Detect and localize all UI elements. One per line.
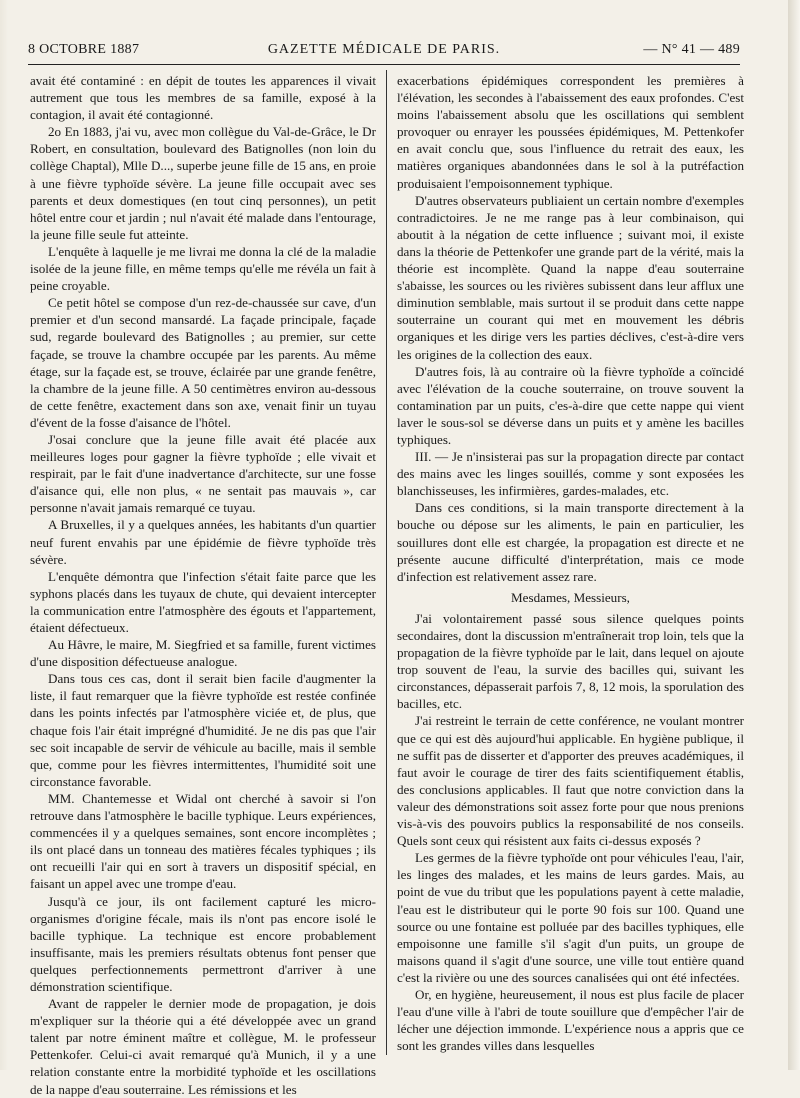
header-date: 8 OCTOBRE 1887 (28, 42, 140, 57)
paragraph: avait été contaminé : en dépit de toutes les apparences il vivait autrement que tous les membres de sa famille, exposé à la contagion, il avait été contagionné. (30, 73, 376, 123)
paragraph: Dans ces conditions, si la main transporte directement à la bouche ou dépose sur les aliments, le pain en particulier, les souillures dont elle est chargée, la propagation est directe et ne présente aucune difficulté d'interprétation, mais ce mode d'infection est relativement assez rare. (397, 500, 744, 584)
paragraph: Avant de rappeler le dernier mode de propagation, je dois m'expliquer sur la théorie qui a été développée avec un grand talent par notre éminent maître et collègue, M. le professeur Pettenkofer. Celui-ci avait remarqué qu'à Munich, il y a une relation constante entre la morbidité typhoïde et les oscillations de la nappe d'eau souterraine. Les rémissions et les (30, 996, 376, 1097)
paragraph: J'ai restreint le terrain de cette conférence, ne voulant montrer que ce qui est dès aujourd'hui applicable. En hygiène publique, il ne suffit pas de disserter et d'apporter des preuves académiques, il faut avoir le courage de tirer des faits scientifiquement établis, des conclusions applicables. Il faut que notre conviction dans la valeur des démonstrations soit assez forte pour que nous prenions vis-à-vis des pouvoirs publics la responsabilité de nos conseils. Quels sont ceux qui résistent aux faits ci-dessus exposés ? (397, 713, 744, 849)
paragraph: Or, en hygiène, heureusement, il nous est plus facile de placer l'eau d'une ville à l'abri de toute souillure que d'empêcher l'air de lécher une déjection immonde. L'expérience nous a appris que ce sont les grandes villes dans lesquelles (397, 986, 744, 1054)
page-header (28, 38, 740, 62)
paragraph: A Bruxelles, il y a quelques années, les habitants d'un quartier neuf furent envahis par une épidémie de fièvre typhoïde très sévère. (30, 517, 376, 567)
paragraph: Ce petit hôtel se compose d'un rez-de-chaussée sur cave, d'un premier et d'un second mansardé. La façade principale, façade sud, regarde boulevard des Batignolles ; au premier, sur cette façade, se trouve la chambre occupée par les parents. Au même étage, sur la façade est, se trouve, éclairée par une grande fenêtre, la chambre de la jeune fille. A 50 centimètres environ au-dessous de cette fenêtre, exactement dans son axe, venait finir un tuyau d'évent de la fosse d'aisance de l'hôtel. (30, 295, 376, 430)
paragraph: D'autres observateurs publiaient un certain nombre d'exemples contradictoires. Je ne me range pas à leur combinaison, qui aboutit à la négation de cette influence ; suivant moi, il existe dans la théorie de Pettenkofer une grande part de la vérité, mais la théorie est incomplète. Quand la nappe d'eau souterraine s'abaisse, les sources ou les rivières subissent dans leur afflux une diminution semblable, mais surtout il se produit dans cette nappe souterraine un courant qui met en mouvement les débris organiques et les dirige vers les parties déclives, c'est-à-dire vers les origines de la collection des eaux. (397, 192, 744, 362)
paragraph: Dans tous ces cas, dont il serait bien facile d'augmenter la liste, il faut remarquer que la fièvre typhoïde est restée confinée dans les points infectés par l'atmosphère viciée et, de plus, que chaque fois l'air était imprégné d'humidité. Je ne dis pas que l'air sec soit incapable de servir de véhicule au bacille, mais il semble que, comme pour les fièvres intermittentes, l'humidité soit une circonstance favorable. (30, 671, 376, 789)
paragraph: J'osai conclure que la jeune fille avait été placée aux meilleures loges pour gagner la fièvre typhoïde ; elle vivait et respirait, par le fait d'une inadvertance d'architecte, sur une fosse d'aisance qui, elle non plus, « ne sentait pas mauvais », car personne n'avait jamais remarqué ce tuyau. (30, 431, 376, 516)
paragraph: exacerbations épidémiques correspondent les premières à l'élévation, les secondes à l'abaissement des eaux profondes. C'est moins l'abaissement absolu que les oscillations qui semblent provoquer ou enrayer les poussées épidémiques, M. Pettenkofer en avait conclu que, sous l'influence du retrait des eaux, les matières organiques abandonnées dans le sol à la putréfaction produisaient l'empoisonnement typhique. (397, 73, 744, 191)
header-page-number: — N° 41 — 489 (643, 42, 740, 57)
page-right-edge (788, 0, 800, 1070)
paragraph: III. — Je n'insisterai pas sur la propagation directe par contact des mains avec les linges souillés, comme y sont exposées les blanchisseuses, les infirmières, gardes-malades, etc. (397, 449, 744, 499)
column-divider (386, 70, 387, 1055)
paragraph: L'enquête à laquelle je me livrai me donna la clé de la maladie isolée de la jeune fille, en même temps qu'elle me révéla un fait à peine croyable. (30, 243, 376, 294)
paragraph: Au Hâvre, le maire, M. Siegfried et sa famille, furent victimes d'une disposition défectueuse analogue. (30, 637, 376, 670)
paragraph: Jusqu'à ce jour, ils ont facilement capturé les micro-organismes d'origine fécale, mais ils n'ont pas encore isolé le bacille typhique. La technique est encore probablement insuffisante, mais les premiers résultats obtenus font penser que quelques perfectionnements permettront d'arriver à une démonstration scientifique. (30, 893, 376, 994)
page-left-edge (0, 0, 8, 1070)
paragraph: D'autres fois, là au contraire où la fièvre typhoïde a coïncidé avec l'élévation de la couche souterraine, on trouve souvent la contamination par un puits, c'es-à-dire que cette nappe qui vient laver le sous-sol se déverse dans un puits et y amène les bacilles typhiques. (397, 363, 744, 447)
paragraph: 2o En 1883, j'ai vu, avec mon collègue du Val-de-Grâce, le Dr Robert, en consultation, boulevard des Batignolles (non loin du collège Chaptal), Mlle D..., superbe jeune fille de 15 ans, en proie à une fièvre typhoïde sévère. La jeune fille occupait avec ses parents et deux domestiques (en tout cinq personnes), un petit hôtel entre cour et jardin ; nul n'avait été malade dans l'entourage, la jeune fille seule fut atteinte. (30, 124, 376, 242)
paragraph: L'enquête démontra que l'infection s'était faite parce que les syphons placés dans les tuyaux de chute, qui devaient intercepter la communication entre l'atmosphère des égouts et l'appartement, étaient défectueux. (30, 568, 376, 635)
salutation: Mesdames, Messieurs, (511, 589, 630, 605)
paragraph: J'ai volontairement passé sous silence quelques points secondaires, dont la discussion m'entraînerait trop loin, tels que la propagation de la fièvre typhoïde par le lait, dans lequel on ajoute trop souvent de l'eau, la survie des bacilles qui, suivant les circonstances, dépasserait parfois 7, 8, 12 mois, la sporulation des bacilles, etc. (397, 610, 744, 712)
left-column (30, 72, 376, 1098)
paragraph: Les germes de la fièvre typhoïde ont pour véhicules l'eau, l'air, les linges des malades, et les mains de leurs gardes. Mais, au point de vue du tribut que les populations payent à cette maladie, l'eau est le distributeur qui le porte 90 fois sur 100. Quand une source ou une fontaine est polluée par des bacilles typhiques, elle empoisonne une famille s'il s'agit d'un puits, un groupe de maisons quand il s'agit d'une source, une ville tout entière quand c'est la rivière ou une des sources canalisées qui ont été infectées. (397, 850, 744, 985)
header-rule (28, 64, 740, 65)
paragraph: MM. Chantemesse et Widal ont cherché à savoir si l'on retrouve dans l'atmosphère le bacille typhique. Leurs expériences, commencées il y a quelques semaines, sont encore incomplètes ; ils ont placé dans un tonneau des matières fécales typhiques ; ils ont recueilli l'air qui en sort à travers un dispositif spécial, en faisant un appel avec une trompe d'eau. (30, 790, 376, 892)
header-title: GAZETTE MÉDICALE DE PARIS. (267, 42, 501, 57)
right-column (397, 72, 744, 1054)
